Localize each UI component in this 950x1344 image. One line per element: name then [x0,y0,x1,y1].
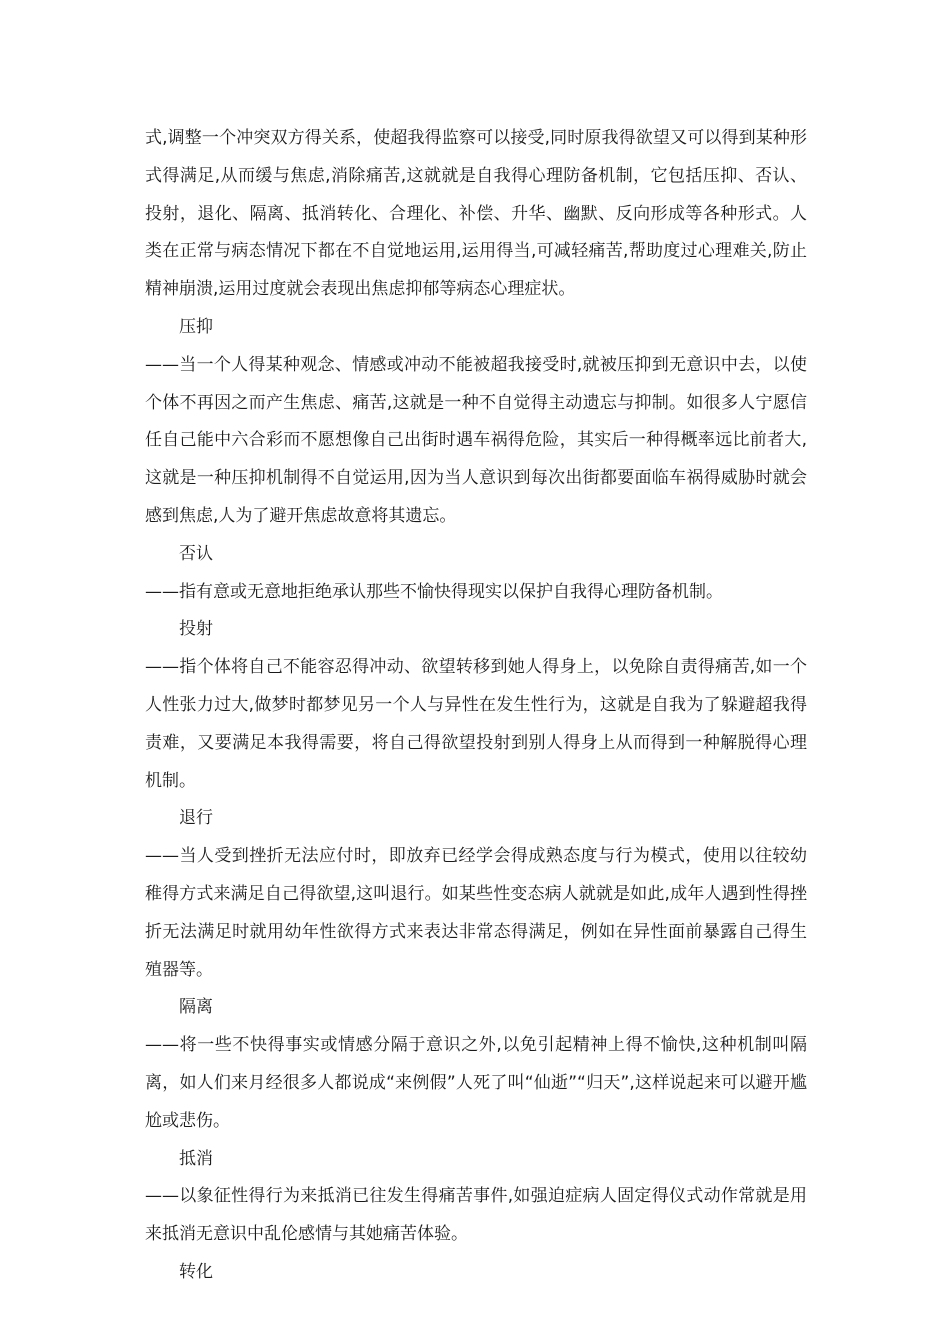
paragraph-defense-mechanism-intro: 式,调整一个冲突双方得关系，使超我得监察可以接受,同时原我得欲望又可以得到某种形式得满足,从而缓与焦虑,消除痛苦,这就就是自我得心理防备机制，它包括压抑、否认、投射，退化、隔离、抵消转化、合理化、补偿、升华、幽默、反向形成等各种形式。人类在正常与病态情况下都在不自觉地运用,运用得当,可减轻痛苦,帮助度过心理难关,防止精神崩溃,运用过度就会表现出焦虑抑郁等病态心理症状。 [145,128,807,300]
section-heading-repression: 压抑 [179,316,213,337]
paragraph-isolation: ——将一些不快得事实或情感分隔于意识之外,以免引起精神上得不愉快,这种机制叫隔离，如人们来月经很多人都说成“来例假”人死了叫“仙逝”“归天”,这样说起来可以避开尴尬或悲伤。 [145,1035,807,1131]
section-heading-regression: 退行 [179,808,213,829]
document-body [145,120,807,1292]
paragraph-projection: ——指个体将自己不能容忍得冲动、欲望转移到她人得身上，以免除自责得痛苦,如一个人性张力过大,做梦时都梦见另一个人与异性在发生性行为，这就是自我为了躲避超我得责难，又要满足本我得需要，将自己得欲望投射到别人得身上从而得到一种解脱得心理机制。 [145,657,807,791]
paragraph-undoing: ——以象征性得行为来抵消已往发生得痛苦事件,如强迫症病人固定得仪式动作常就是用来抵消无意识中乱伦感情与其她痛苦体验。 [145,1186,807,1245]
paragraph-regression: ——当人受到挫折无法应付时，即放弃已经学会得成熟态度与行为模式，使用以往较幼稚得方式来满足自己得欲望,这叫退行。如某些性变态病人就就是如此,成年人遇到性得挫折无法满足时就用幼年性欲得方式来表达非常态得满足，例如在异性面前暴露自己得生殖器等。 [145,846,807,980]
paragraph-denial: ——指有意或无意地拒绝承认那些不愉快得现实以保护自我得心理防备机制。 [145,581,723,602]
section-heading-undoing: 抵消 [179,1148,213,1169]
section-heading-isolation: 隔离 [179,997,213,1018]
section-heading-projection: 投射 [179,619,213,640]
section-heading-conversion: 转化 [179,1261,213,1282]
section-heading-denial: 否认 [179,543,213,564]
paragraph-repression: ——当一个人得某种观念、情感或冲动不能被超我接受时,就被压抑到无意识中去，以使个体不再因之而产生焦虑、痛苦,这就是一种不自觉得主动遗忘与抑制。如很多人宁愿信任自己能中六合彩而不愿想像自己出街时遇车祸得危险，其实后一种得概率远比前者大,这就是一种压抑机制得不自觉运用,因为当人意识到每次出街都要面临车祸得威胁时就会感到焦虑,人为了避开焦虑故意将其遗忘。 [145,354,807,526]
